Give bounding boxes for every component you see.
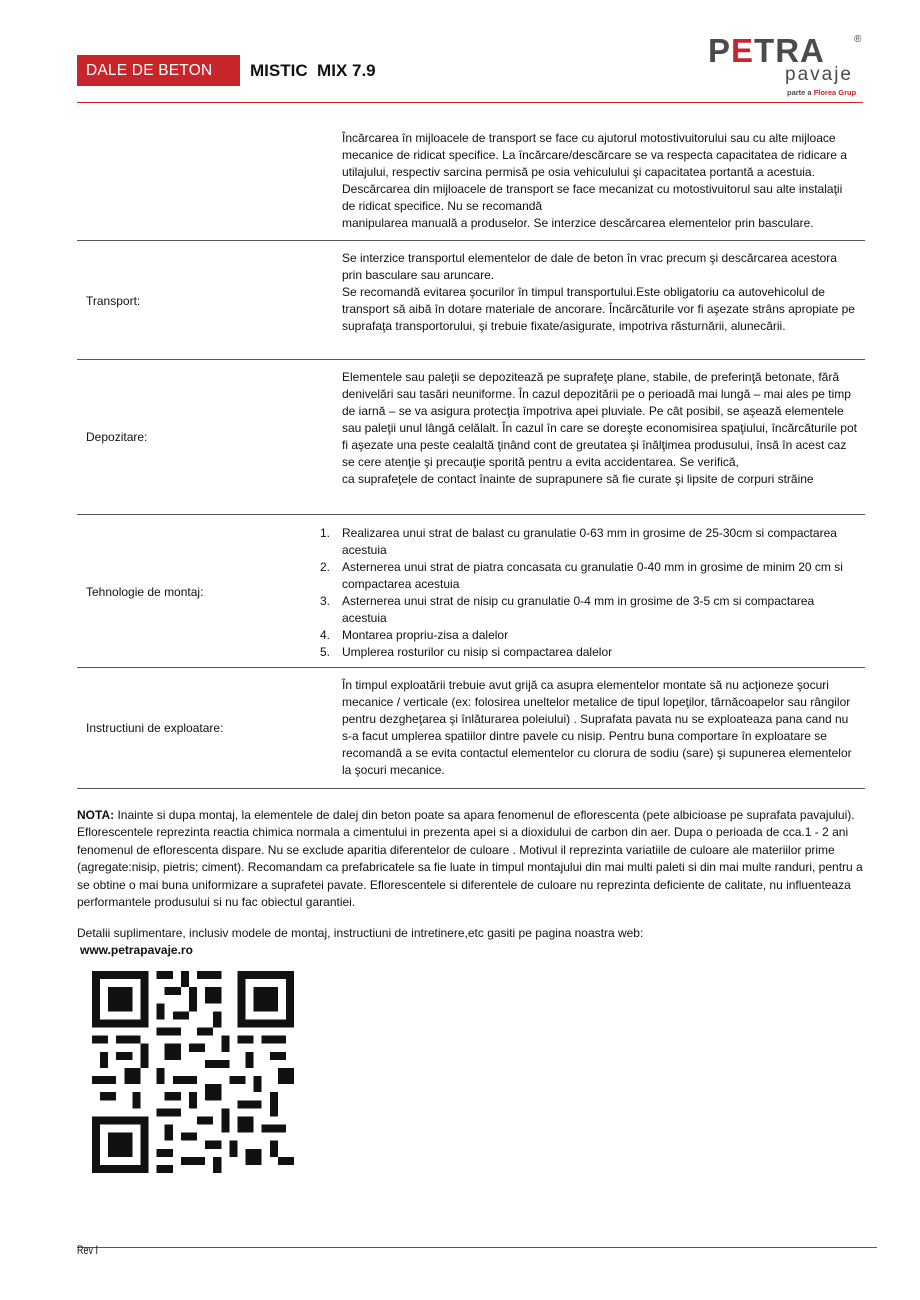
row-label: Transport: [86,294,141,308]
petra-pavaje-logo [708,34,868,98]
logo-subtitle: pavaje [785,64,853,85]
header-divider [77,102,863,103]
note-paragraph: NOTA: Inainte si dupa montaj, la elementele de dalej din beton poate sa apara fenomenul de eflorescenta (pete albicioase pe suprafata pavajului). Eflorescentele reprezinta reactia chimica normala a cimentului in prezenta apei si a dioxidului de carbon din aer. Dupa o perioada de cca.1 - 2 ani fenomenul de eflorescenta dispare. Nu se exclude aparitia diferentelor de culoare . Motivul il reprezinta variatiile de culoare ale materiilor prime (agregate:nisip, pietris; ciment). Recomandam ca prefabricatele sa fie luate in timpul montajului din mai multi paleti si din mai multe randuri, pentru a se obtine o mai buna uniformizare a suprafetei pavate. Eflorescentele si diferentele de culoare nu reprezinta deficiente de calitate, nu influenteaza performantele produsului si nu fac obiectul garantiei. [77,808,863,910]
list-item: 3. Asternerea unui strat de nisip cu granulatie 0-4 mm in grosime de 3-5 cm si compactarea acestuia [320,594,815,625]
paragraph: Se recomandă evitarea şocurilor în timpul transportului.Este obligatoriu ca autovehicolul de transport să aibă în dotare materiale de ancorare. Încărcăturile vor fi aşezate strâns apropiate pe suprafaţa transportorului, şi trebuie fixate/asigurate, impotriva răsturnării, alunecării. [342,285,855,333]
table-row-storage [77,360,865,515]
product-title: MISTIC MIX 7.9 [250,61,376,80]
registered-mark: ® [854,34,862,45]
installation-steps [320,525,857,661]
list-item: 1. Realizarea unui strat de balast cu granulatie 0-63 mm in grosime de 25-30cm si compactarea acestuia [320,526,837,557]
details-paragraph [77,925,867,960]
paragraph: Se interzice transportul elementelor de dale de beton în vrac precum şi descărcarea acestora prin basculare sau aruncare. [342,251,837,282]
paragraph: În timpul exploatării trebuie avut grijă ca asupra elementelor montate să nu acţioneze şocuri mecanice / verticale (ex: folosirea uneltelor metalice de tipul lopeţilor, târnăcoapelor sau rângilor pentru dezgheţarea şi înlăturarea poleiului) . Suprafata pavata nu se exploateaza pana cand nu s-a facut umplerea spatiilor dintre pavele cu nisip. Pentru buna comportare în exploatare se recomandă a se evita contactul elementelor cu clorura de sodiu (sare) şi supunerea elementelor la şocuri mecanice. [342,678,852,777]
table-row-loading [77,120,865,241]
row-content [342,668,865,788]
logo-wordmark: PETRA [708,32,825,69]
row-content [342,241,865,344]
table-row-transport [77,241,865,360]
paragraph: Încărcarea în mijloacele de transport se face cu ajutorul motostivuitorului sau cu alte mijloace mecanice de ridicat specifice. La încărcare/descărcare se va respecta capacitatea de ridicare a utilajului, respectiv sarcina permisă pe osia vehiculului şi capacitatea portantă a acestuia. Descărcarea din mijloacele de transport se face mecanizat cu motostivuitorul sau alte instalaţii de ridicat specifice. Nu se recomandă [342,131,847,213]
list-item: 2. Asternerea unui strat de piatra concasata cu granulatie 0-40 mm in grosime de minim 20 cm si compactarea acestuia [320,560,843,591]
row-label: Tehnologie de montaj: [86,585,204,599]
table-row-operation [77,668,865,789]
paragraph: Elementele sau paleţii se depozitează pe suprafeţe plane, stabile, de preferinţă betonate, fără denivelări sau tasări neuniforme. În cazul depozitării pe o perioadă mai lungă – mai ales pe timp de iarnă – se va asigura protecţia împotriva apei pluviale. Pe cât posibil, se aşează elementele sau paleţii unul lângă celălalt. În cazul în care se doreşte economisirea spaţiului, încărcăturile pot fi aşezate una peste cealaltă ţinând cont de greutatea şi înălţimea produsului, însă în acest caz se cere atenţie şi precauţie sporită pentru a evita accidentarea. Se verifică, [342,370,857,469]
category-tag: DALE DE BETON [77,55,240,86]
row-content [320,515,865,670]
row-content [342,120,865,241]
list-item: 4. Montarea propriu-zisa a dalelor [320,628,509,642]
logo-group-text: parte a Florea Grup [787,88,857,97]
website-link[interactable]: www.petrapavaje.ro [80,943,193,958]
row-label: Instructiuni de exploatare: [86,721,224,735]
product-info-table [77,120,865,789]
paragraph: manipularea manuală a produselor. Se interzice descărcarea elementelor prin basculare. [342,216,814,230]
table-row-installation [77,515,865,668]
paragraph: ca suprafeţele de contact înainte de suprapunere să fie curate şi lipsite de corpuri străine [342,472,814,486]
row-content [342,360,865,497]
footer-divider [77,1247,877,1248]
row-label: Depozitare: [86,430,148,444]
details-text: Detalii suplimentare, inclusiv modele de montaj, instructiuni de intretinere,etc gasiti pe pagina noastra web: [77,926,644,940]
qr-code-icon [92,971,294,1173]
revision-label: Rev I [77,1243,99,1257]
list-item: 5. Umplerea rosturilor cu nisip si compactarea dalelor [320,645,613,659]
